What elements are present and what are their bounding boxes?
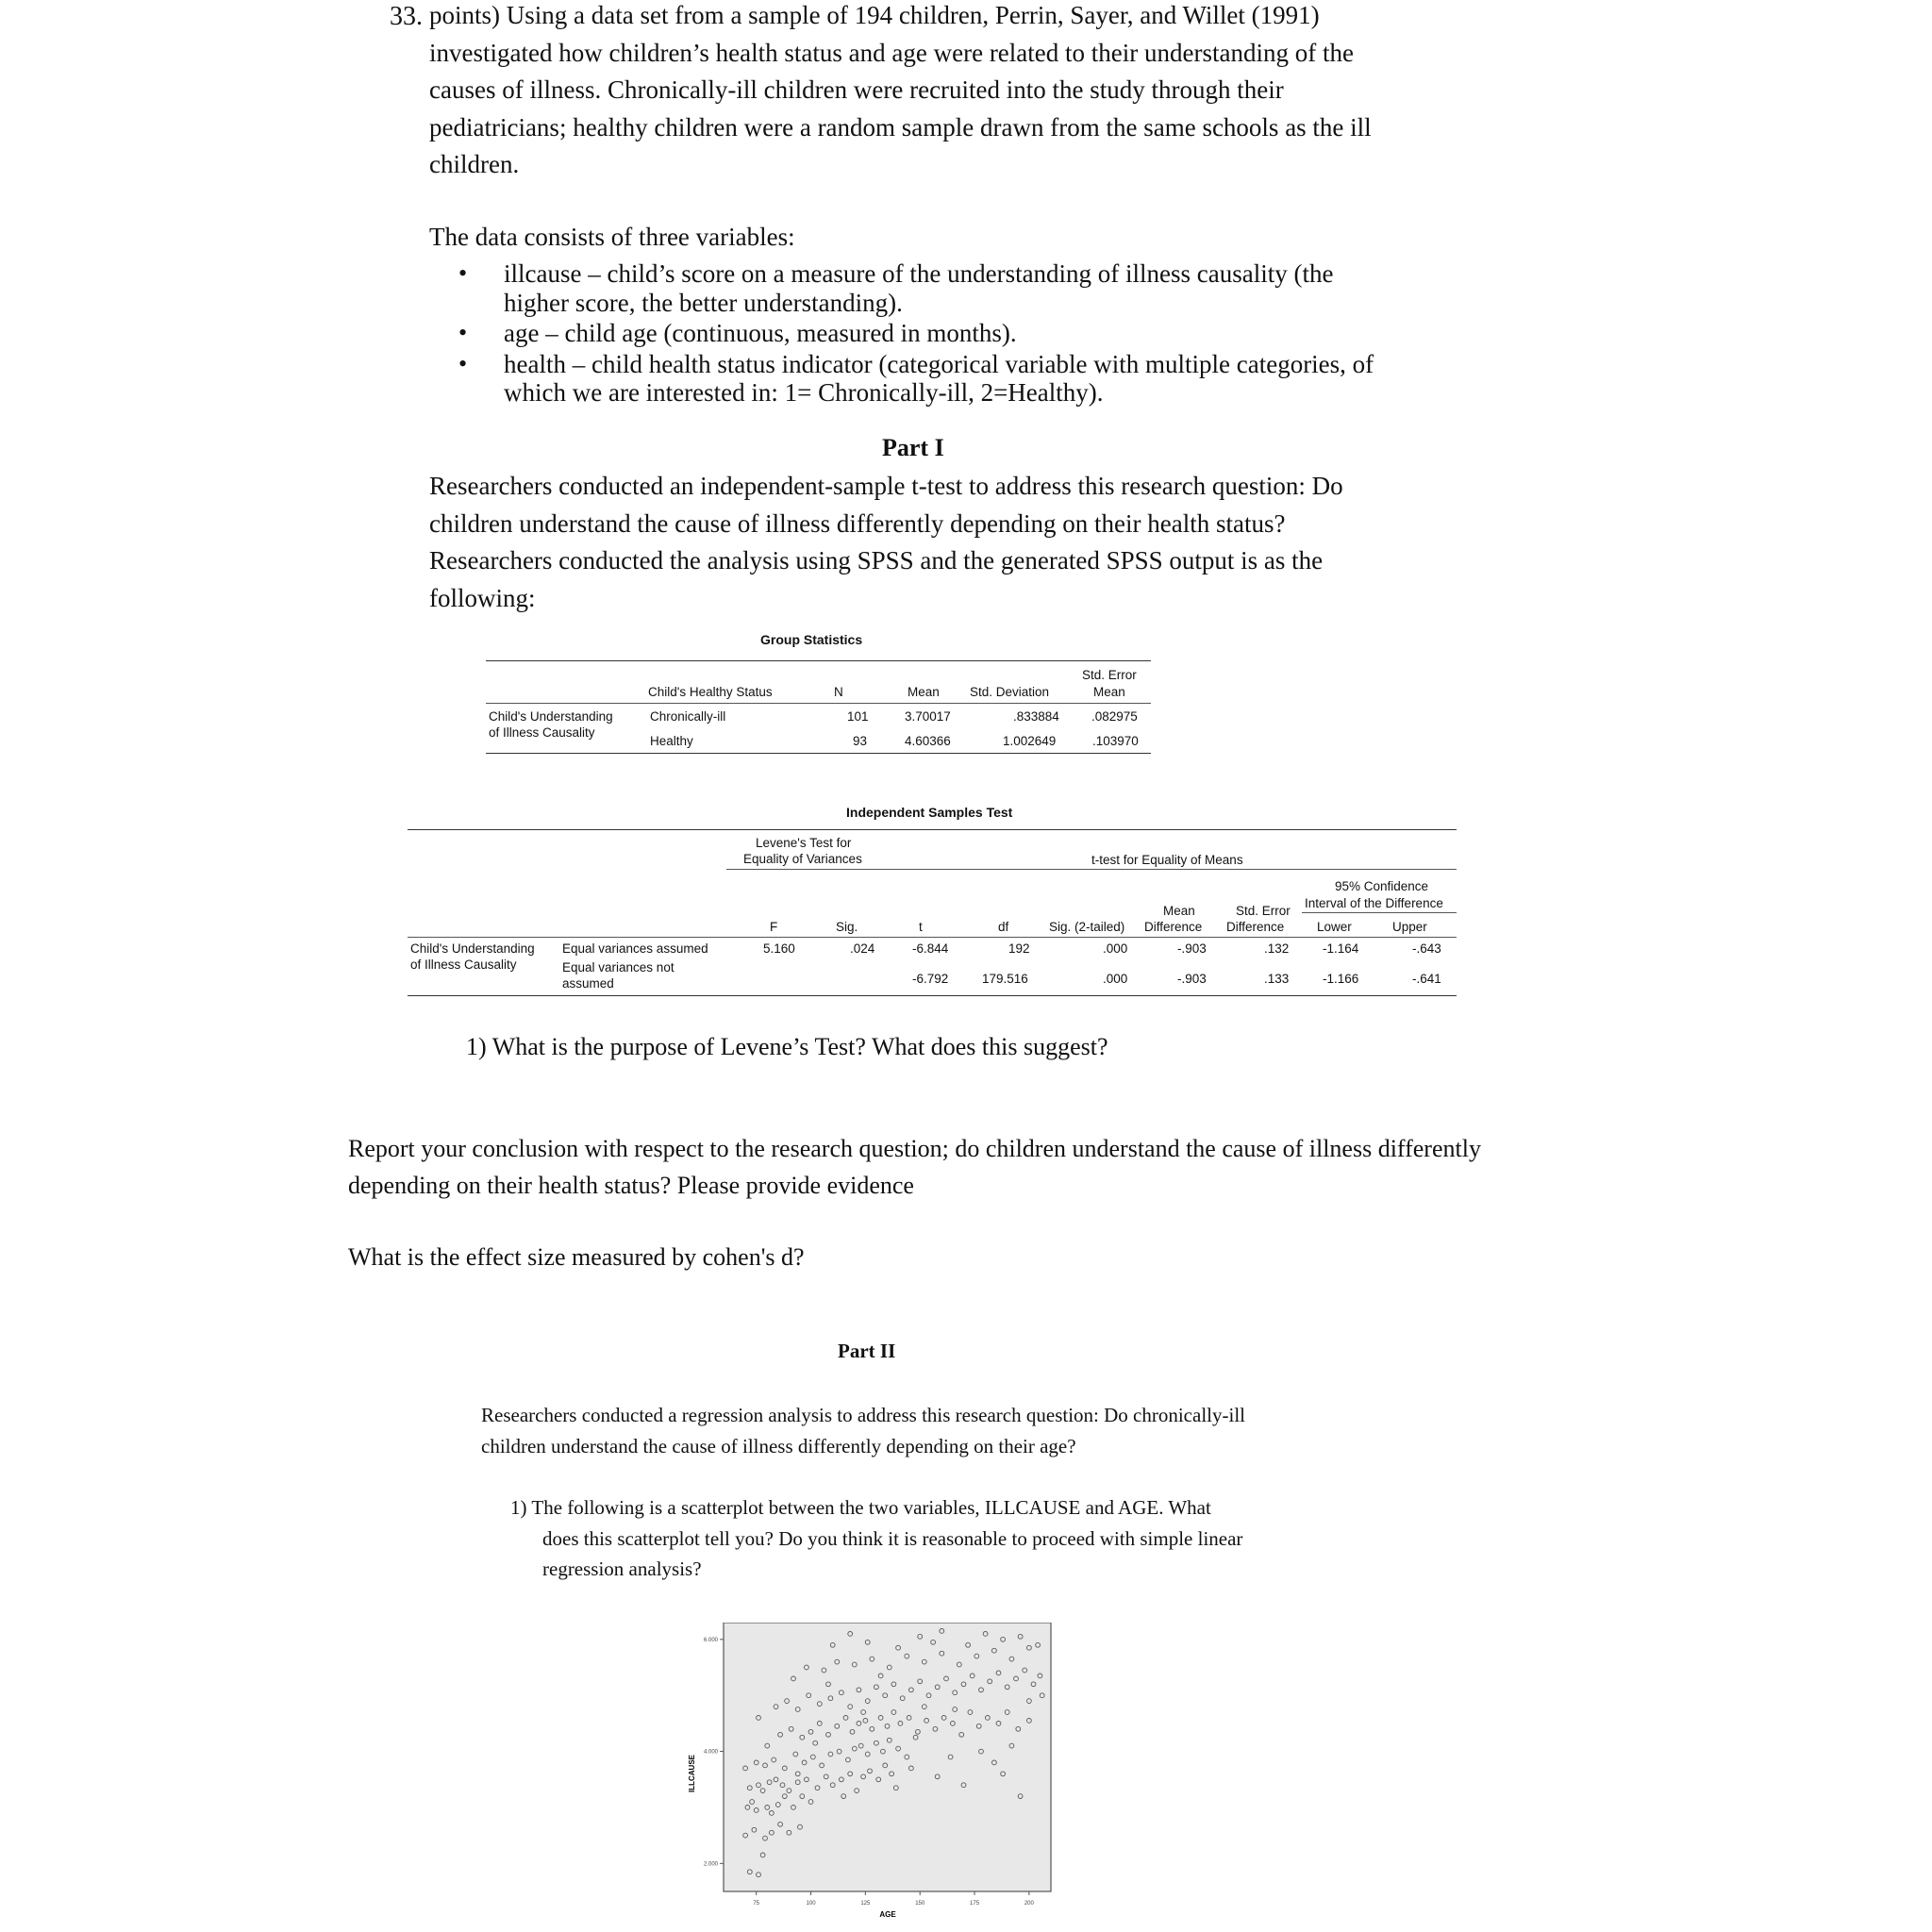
intro-line: points) Using a data set from a sample of 194 children, Perrin, Sayer, and Willet (1991): [429, 1, 1320, 29]
row-label: assumed: [562, 976, 614, 991]
variable-label: Child's Understanding: [489, 709, 613, 724]
table-rule: [486, 660, 1151, 661]
part1-title: Part I: [882, 434, 944, 461]
table-cell: -6.792: [912, 972, 949, 986]
variable-item: • health – child health status indicator (categorical variable with multiple categories, of which we are interested in: 1= Chronically-ill, 2=Healthy).: [453, 350, 1391, 408]
question-intro: [429, 0, 1373, 184]
header-sig: Sig.: [836, 920, 858, 934]
part1-line: children understand the cause of illness differently depending on their health status?: [429, 508, 1286, 538]
table-cell: -1.166: [1323, 972, 1359, 986]
report-line: Report your conclusion with respect to the research question; do children understand the cause of illness differently: [348, 1135, 1481, 1162]
table-rule: [726, 869, 1457, 870]
y-axis-label: ILLCAUSE: [688, 1755, 696, 1792]
header-se: Difference: [1226, 920, 1285, 934]
table-cell: -.643: [1412, 941, 1441, 956]
table-rule: [408, 829, 1457, 830]
table-cell: 101: [847, 709, 869, 724]
plot-area: [724, 1623, 1051, 1891]
y-tick-label: 6.000: [703, 1637, 718, 1643]
part2-title: Part II: [838, 1340, 896, 1362]
header-status: Child's Healthy Status: [648, 685, 773, 699]
table-cell: 1.002649: [1003, 734, 1057, 748]
table-cell: -.903: [1177, 972, 1207, 986]
table-cell: .082975: [1091, 709, 1138, 724]
table-cell: -.641: [1412, 972, 1441, 986]
x-tick-label: 100: [806, 1901, 816, 1907]
x-axis-label: AGE: [879, 1910, 896, 1919]
table-cell: .833884: [1013, 709, 1059, 724]
header-md: Difference: [1144, 920, 1203, 934]
part1-line: Researchers conducted an independent-sample t-test to address this research question: Do: [429, 472, 1343, 500]
table-cell: .000: [1103, 972, 1128, 986]
header-f: F: [770, 920, 778, 934]
table-cell: Healthy: [650, 734, 693, 748]
intro-line: causes of illness. Chronically-ill children were recruited into the study through their: [429, 75, 1284, 104]
row-label: Equal variances assumed: [562, 941, 708, 956]
variable-list: [453, 259, 1434, 408]
table-cell: -.903: [1177, 941, 1207, 956]
part2-q-line: 1) The following is a scatterplot between the two variables, ILLCAUSE and AGE. What: [510, 1496, 1211, 1519]
part2-line: Researchers conducted a regression analysis to address this research question: Do chronically-ill: [481, 1404, 1245, 1426]
x-tick-label: 175: [970, 1901, 980, 1907]
header-n: N: [834, 685, 843, 699]
table-cell: .000: [1103, 941, 1128, 956]
variable-label: of Illness Causality: [410, 958, 517, 972]
table-cell: 3.70017: [905, 709, 951, 724]
ind-test-title: Independent Samples Test: [846, 805, 1013, 820]
header-md: Mean: [1163, 904, 1195, 918]
levene-header: Equality of Variances: [743, 852, 862, 866]
header-df: df: [998, 920, 1009, 934]
part2-q-line: regression analysis?: [542, 1557, 702, 1580]
table-cell: 5.160: [763, 941, 795, 956]
header-sig2: Sig. (2-tailed): [1049, 920, 1125, 934]
effect-size-question: What is the effect size measured by cohen's d?: [348, 1243, 805, 1271]
table-rule: [408, 937, 1457, 938]
table-cell: .103970: [1092, 734, 1139, 748]
intro-line: investigated how children’s health status and age were related to their understanding of the: [429, 38, 1354, 67]
table-rule: [486, 753, 1151, 754]
intro-line: children.: [429, 150, 520, 178]
header-t: t: [919, 920, 923, 934]
part2-description: [481, 1400, 1245, 1461]
data-intro: [429, 219, 1373, 257]
part1-line: Researchers conducted the analysis using SPSS and the generated SPSS output is as the: [429, 546, 1324, 575]
variable-item: • age – child age (continuous, measured in months).: [453, 319, 1434, 348]
part2-q-line: does this scatterplot tell you? Do you think it is reasonable to proceed with simple linear: [542, 1526, 1243, 1550]
table-cell: 179.516: [982, 972, 1028, 986]
table-cell: .133: [1264, 972, 1290, 986]
x-tick-label: 75: [753, 1901, 760, 1907]
variable-label: Child's Understanding: [410, 941, 535, 956]
x-axis: [753, 1891, 1034, 1907]
levene-header: Levene's Test for: [756, 836, 852, 850]
header-se: Std. Error: [1082, 668, 1137, 682]
table-rule: [486, 703, 1151, 704]
ttest-header: t-test for Equality of Means: [1091, 853, 1243, 867]
question-number: 33.: [390, 2, 423, 31]
header-lower: Lower: [1317, 920, 1352, 934]
variable-item: • illcause – child’s score on a measure of the understanding of illness causality (the higher score, the better understanding).: [453, 259, 1391, 317]
ci-header: Interval of the Difference: [1305, 896, 1443, 910]
table-cell: -6.844: [912, 941, 949, 956]
y-tick-label: 2.000: [703, 1861, 718, 1868]
table-cell: Chronically-ill: [650, 709, 726, 724]
part2-question-1: [510, 1492, 1242, 1585]
row-label: Equal variances not: [562, 960, 675, 974]
table-cell: 4.60366: [905, 734, 951, 748]
header-sd: Std. Deviation: [970, 685, 1050, 699]
table-cell: -1.164: [1323, 941, 1359, 956]
x-tick-label: 125: [860, 1901, 871, 1907]
x-tick-label: 150: [915, 1901, 925, 1907]
table-rule: [408, 995, 1457, 996]
y-tick-label: 4.000: [703, 1749, 718, 1756]
part1-description: [429, 468, 1373, 617]
table-cell: 93: [853, 734, 868, 748]
group-stats-title: Group Statistics: [760, 632, 863, 647]
table-rule: [1302, 912, 1457, 913]
header-se: Mean: [1093, 685, 1125, 699]
data-intro-text: The data consists of three variables:: [429, 223, 795, 251]
part1-question-1: 1) What is the purpose of Levene’s Test? What does this suggest?: [466, 1033, 1108, 1060]
header-se: Std. Error: [1236, 904, 1291, 918]
report-question: [348, 1130, 1481, 1204]
x-tick-label: 200: [1024, 1901, 1034, 1907]
ci-header: 95% Confidence: [1335, 879, 1429, 893]
scatterplot: [660, 1623, 1066, 1924]
header-upper: Upper: [1392, 920, 1427, 934]
report-line: depending on their health status? Please provide evidence: [348, 1172, 914, 1199]
intro-line: pediatricians; healthy children were a random sample drawn from the same schools as the ill: [429, 112, 1372, 142]
table-cell: .132: [1264, 941, 1290, 956]
variable-label: of Illness Causality: [489, 725, 595, 740]
y-axis: [704, 1638, 724, 1868]
part2-line: children understand the cause of illness differently depending on their age?: [481, 1434, 1076, 1457]
table-cell: 192: [1008, 941, 1030, 956]
table-cell: .024: [850, 941, 875, 956]
header-mean: Mean: [908, 685, 940, 699]
part1-line: following:: [429, 583, 536, 612]
